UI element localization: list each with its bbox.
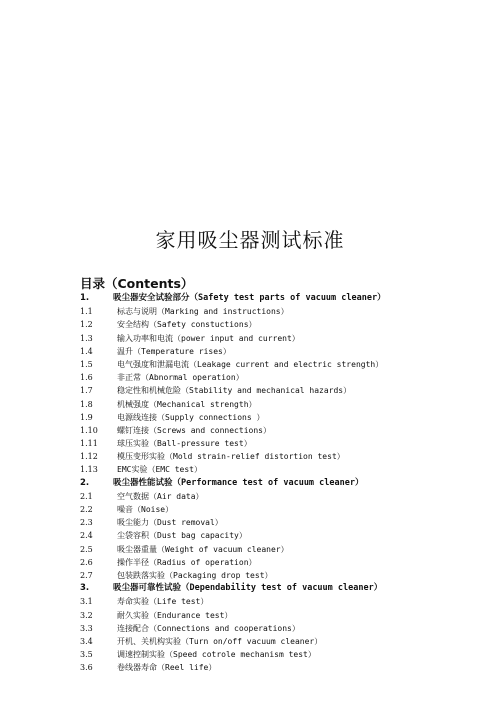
- toc-heading: 目录（Contents）: [80, 276, 194, 291]
- toc-item-number: 1.3: [80, 333, 93, 343]
- toc-item-text: 噪音（Noise）: [117, 505, 174, 514]
- toc-item-row: [0, 345, 500, 358]
- toc-item-text: EMC实验（EMC test）: [117, 465, 202, 475]
- toc-item-text: 连接配合（Connections and cooperations）: [117, 623, 300, 633]
- toc-item-number: 1.4: [80, 346, 93, 356]
- toc-item-row: [0, 411, 500, 424]
- toc-item-number: 1.5: [80, 359, 93, 369]
- toc-item-text: 非正常（Abnormal operation）: [117, 373, 244, 383]
- toc-item-text: 操作半径（Radius of operation）: [117, 557, 257, 567]
- toc-item-number: 2.4: [80, 531, 93, 541]
- toc-item-number: 1.8: [80, 399, 93, 409]
- toc-item-text: 吸尘器安全试验部分（Safety test parts of vacuum cleaner）: [113, 293, 386, 303]
- toc-item-number: 3.4: [80, 636, 93, 646]
- toc-item-number: 1.12: [80, 452, 98, 462]
- toc-item-row: [0, 529, 500, 542]
- toc-item-number: 2.5: [80, 544, 93, 554]
- toc-item-number: 3.: [80, 583, 90, 594]
- toc-item-number: 2.3: [80, 518, 93, 528]
- toc-section-row: [0, 582, 500, 595]
- toc-item-row: [0, 384, 500, 397]
- toc-item-number: 1.6: [80, 373, 93, 383]
- toc-item-row: [0, 437, 500, 450]
- toc-item-text: 尘袋容积（Dust bag capacity）: [117, 531, 247, 541]
- toc-item-number: 1.7: [80, 386, 93, 396]
- toc-item-number: 2.2: [80, 505, 93, 514]
- toc-item-text: 卷线器寿命（Reel life）: [117, 663, 217, 673]
- toc-item-row: [0, 516, 500, 529]
- document-title: 家用吸尘器测试标准: [155, 228, 345, 252]
- toc-item-number: 1.1: [80, 307, 93, 317]
- toc-item-row: [0, 648, 500, 661]
- toc-item-number: 3.6: [80, 663, 93, 673]
- toc-item-row: [0, 463, 500, 476]
- toc-item-row: [0, 318, 500, 331]
- toc-item-text: 安全结构（Safety constuctions）: [117, 320, 257, 330]
- toc-item-number: 1.: [80, 293, 90, 303]
- toc-item-text: 吸尘能力（Dust removal）: [117, 518, 223, 528]
- toc-item-number: 1.9: [80, 412, 93, 422]
- toc-item-number: 2.1: [80, 491, 93, 501]
- toc-item-text: 电源线连接（Supply connections ）: [117, 412, 265, 422]
- toc-item-text: 输入功率和电流（power input and current）: [117, 333, 300, 343]
- toc-item-number: 3.2: [80, 610, 93, 620]
- toc-item-text: 稳定性和机械危险（Stability and mechanical hazards）: [117, 386, 352, 396]
- toc-item-number: 1.10: [80, 425, 98, 435]
- toc-item-text: 吸尘器性能试验（Performance test of vacuum cleaner）: [113, 477, 364, 488]
- toc-item-text: 吸尘器可靠性试验（Dependability test of vacuum cleaner）: [113, 583, 383, 594]
- toc-item-row: [0, 661, 500, 674]
- toc-item-text: 开机、关机构实验（Turn on/off vacuum cleaner）: [117, 636, 323, 646]
- toc-item-row: [0, 450, 500, 463]
- toc-item-number: 2.7: [80, 570, 93, 580]
- toc-item-text: 吸尘器重量（Weight of vacuum cleaner）: [117, 544, 289, 554]
- toc-item-number: 2.: [80, 477, 90, 488]
- toc-item-number: 2.6: [80, 557, 93, 567]
- toc-item-text: 寿命实验（Life test）: [117, 597, 209, 607]
- toc-item-text: 空气数据（Air data）: [117, 491, 204, 501]
- toc-item-row: [0, 490, 500, 503]
- toc-item-row: [0, 595, 500, 608]
- toc-item-row: [0, 543, 500, 556]
- toc-item-row: [0, 609, 500, 622]
- toc-item-text: 温升（Temperature rises）: [117, 346, 231, 356]
- toc-item-number: 3.3: [80, 623, 93, 633]
- toc-item-number: 1.11: [80, 439, 98, 449]
- toc-item-text: 耐久实验（Endurance test）: [117, 610, 233, 620]
- toc-item-row: [0, 332, 500, 345]
- toc-item-text: 标志与说明（Marking and instructions）: [117, 307, 289, 317]
- toc-item-text: 模压变形实验（Mold strain-relief distortion test）: [117, 452, 345, 462]
- toc-item-text: 电气强度和泄漏电流（Leakage current and electric strength）: [117, 359, 384, 369]
- toc-item-text: 包装跌落实验（Packaging drop test）: [117, 570, 273, 580]
- toc-item-number: 3.5: [80, 650, 93, 660]
- toc-item-row: [0, 569, 500, 582]
- toc-item-row: [0, 622, 500, 635]
- toc-item-row: [0, 358, 500, 371]
- toc-item-row: [0, 398, 500, 411]
- toc-item-number: 3.1: [80, 597, 93, 607]
- table-of-contents: [0, 292, 500, 674]
- toc-item-number: 1.13: [80, 465, 98, 475]
- toc-item-text: 螺钉连接（Screws and connections）: [117, 425, 271, 435]
- toc-section-row: [0, 477, 500, 490]
- toc-item-row: [0, 635, 500, 648]
- toc-item-row: [0, 556, 500, 569]
- toc-item-row: [0, 503, 500, 516]
- toc-item-row: [0, 371, 500, 384]
- toc-item-row: [0, 424, 500, 437]
- toc-item-row: [0, 305, 500, 318]
- toc-item-number: 1.2: [80, 320, 93, 330]
- toc-item-text: 机械强度（Mechanical strength）: [117, 399, 257, 409]
- toc-section-row: [0, 292, 500, 305]
- toc-item-text: 球压实验（Ball-pressure test）: [117, 439, 252, 449]
- toc-item-text: 调速控制实验（Speed cotrole mechanism test）: [117, 650, 316, 660]
